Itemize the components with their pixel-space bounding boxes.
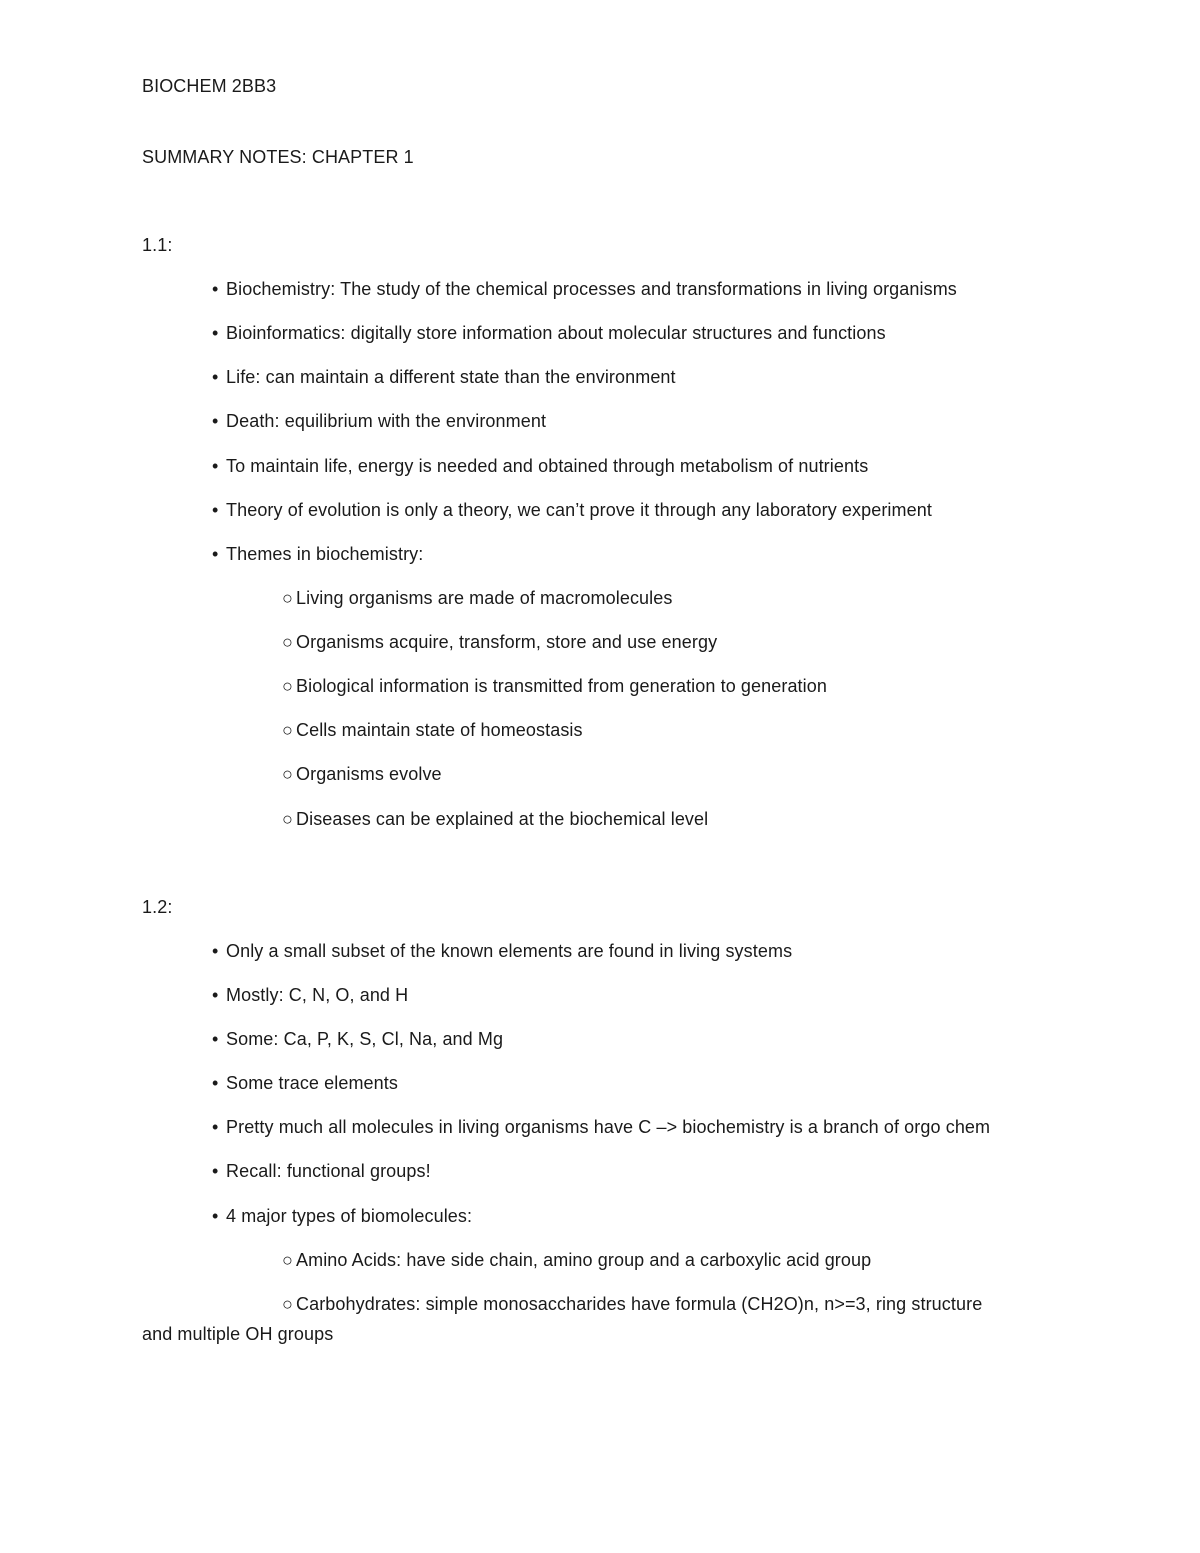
list-item: • Bioinformatics: digitally store information about molecular structures and functions (212, 323, 886, 343)
bullet-icon: • (212, 411, 219, 431)
bullet-icon: • (212, 544, 219, 564)
list-item: • Only a small subset of the known elements are found in living systems (212, 941, 793, 961)
list-item: • Some trace elements (212, 1073, 398, 1093)
circle-bullet-icon: ○ (282, 632, 293, 652)
sub-list-item: ○ Organisms evolve (282, 764, 442, 784)
bullet-icon: • (212, 1117, 219, 1137)
list-item: • Mostly: C, N, O, and H (212, 985, 409, 1005)
list-item: • Some: Ca, P, K, S, Cl, Na, and Mg (212, 1029, 504, 1049)
bullet-icon: • (212, 456, 219, 476)
section-heading-1-1: 1.1: (142, 235, 173, 255)
bullet-icon: • (212, 1073, 219, 1093)
bullet-icon: • (212, 941, 219, 961)
circle-bullet-icon: ○ (282, 676, 293, 696)
bullet-icon: • (212, 1029, 219, 1049)
sub-list-item: ○ Living organisms are made of macromolecules (282, 588, 673, 608)
section-heading-1-2: 1.2: (142, 897, 173, 917)
bullet-icon: • (212, 1206, 219, 1226)
bullet-icon: • (212, 323, 219, 343)
sub-list-item: ○ Amino Acids: have side chain, amino group and a carboxylic acid group (282, 1250, 872, 1270)
list-item: • To maintain life, energy is needed and obtained through metabolism of nutrients (212, 456, 869, 476)
sub-list-item: ○ Biological information is transmitted from generation to generation (282, 676, 827, 696)
list-item: • Life: can maintain a different state than the environment (212, 367, 676, 387)
circle-bullet-icon: ○ (282, 1294, 293, 1314)
bullet-icon: • (212, 985, 219, 1005)
list-item: • Theory of evolution is only a theory, we can’t prove it through any laboratory experiment (212, 500, 932, 520)
list-item: • Biochemistry: The study of the chemical processes and transformations in living organisms (212, 279, 957, 299)
course-code: BIOCHEM 2BB3 (142, 76, 277, 96)
sub-list-item: ○ Cells maintain state of homeostasis (282, 720, 583, 740)
circle-bullet-icon: ○ (282, 720, 293, 740)
bullet-icon: • (212, 279, 219, 299)
bullet-icon: • (212, 500, 219, 520)
bullet-icon: • (212, 367, 219, 387)
list-item: • Death: equilibrium with the environment (212, 411, 547, 431)
document-title: SUMMARY NOTES: CHAPTER 1 (142, 147, 414, 167)
list-item: • 4 major types of biomolecules: (212, 1206, 473, 1226)
circle-bullet-icon: ○ (282, 809, 293, 829)
sub-list-item: ○ Organisms acquire, transform, store and use energy (282, 632, 718, 652)
circle-bullet-icon: ○ (282, 588, 293, 608)
bullet-icon: • (212, 1161, 219, 1181)
circle-bullet-icon: ○ (282, 1250, 293, 1270)
list-item: • Recall: functional groups! (212, 1161, 431, 1181)
sub-list-item: ○ Carbohydrates: simple monosaccharides have formula (CH2O)n, n>=3, ring structure (282, 1294, 983, 1314)
list-item: • Themes in biochemistry: (212, 544, 424, 564)
list-item: • Pretty much all molecules in living organisms have C –> biochemistry is a branch of orgo chem (212, 1117, 991, 1137)
wrapped-text-continuation: and multiple OH groups (142, 1324, 334, 1344)
sub-list-item: ○ Diseases can be explained at the biochemical level (282, 809, 709, 829)
circle-bullet-icon: ○ (282, 764, 293, 784)
